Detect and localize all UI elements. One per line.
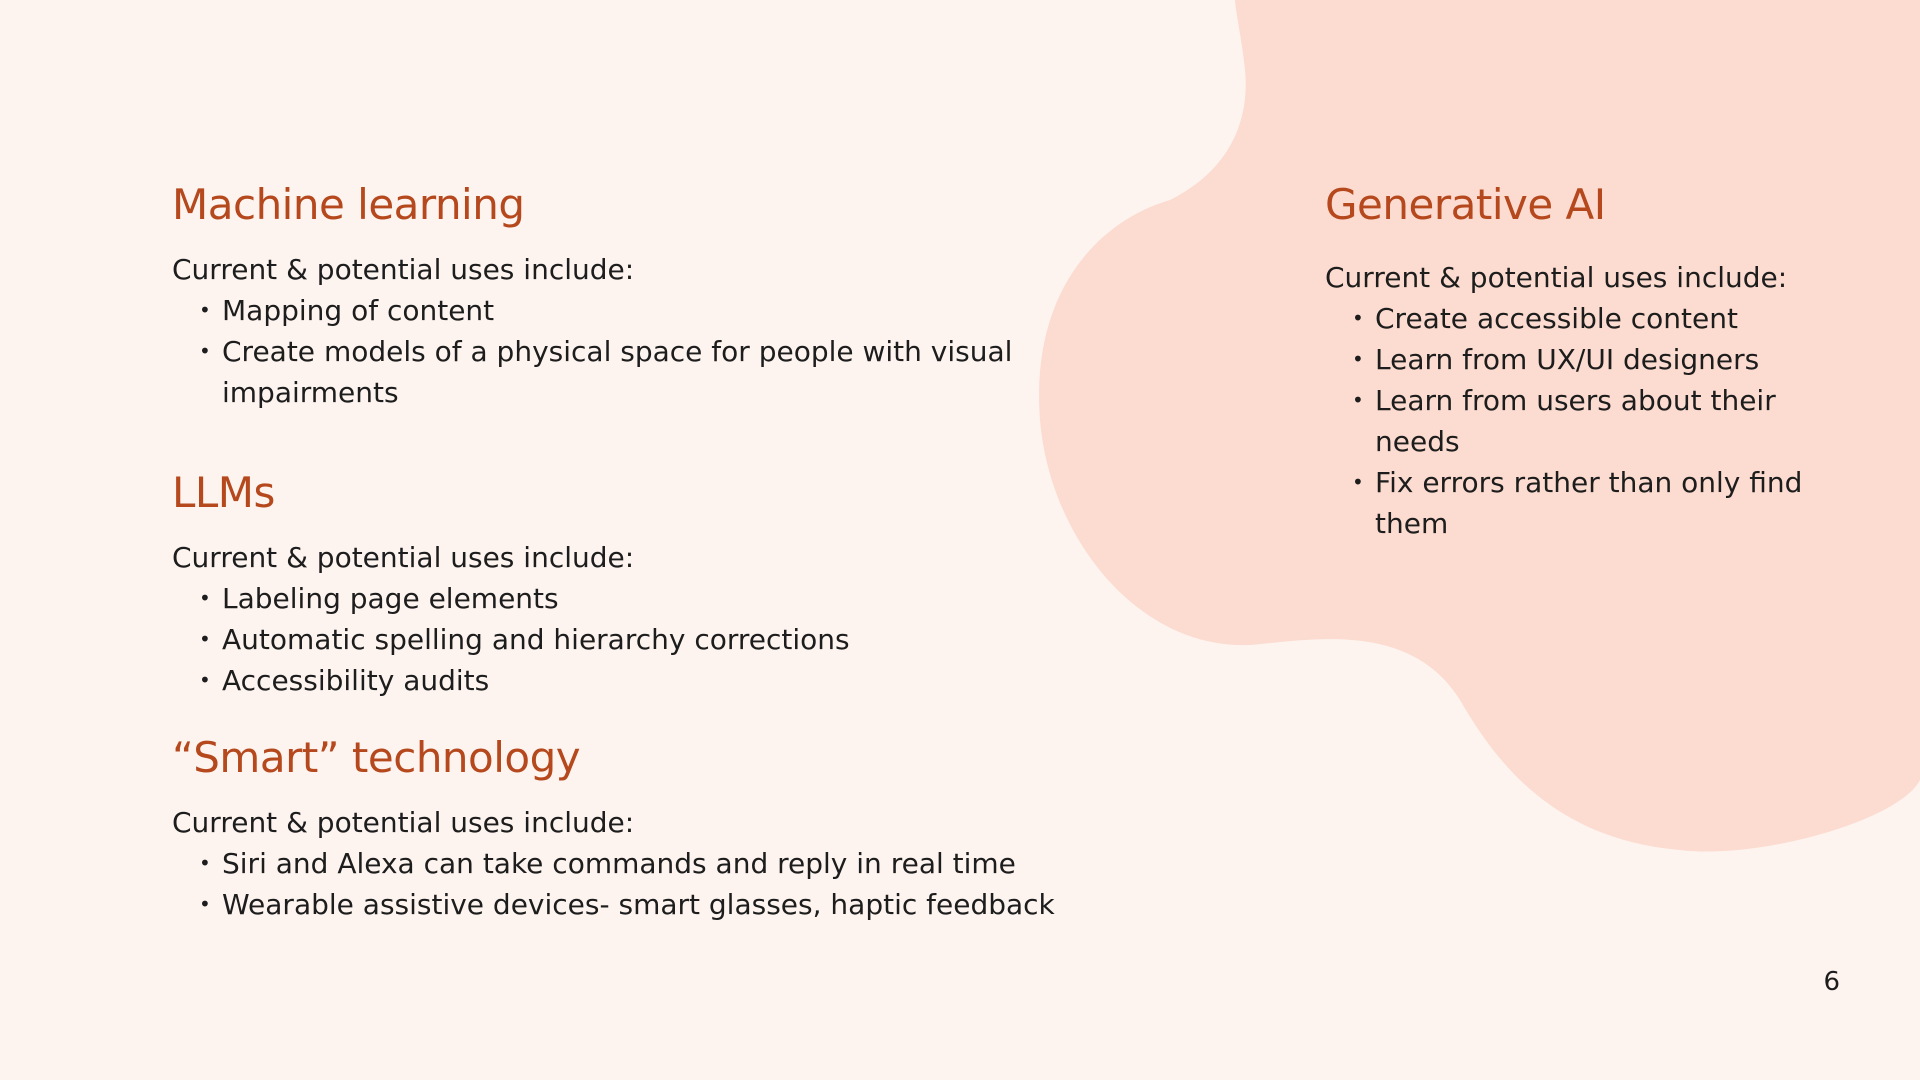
- section-title: Machine learning: [172, 180, 525, 229]
- section-title: LLMs: [172, 468, 275, 517]
- list-item: • Learn from users about their needs: [1325, 380, 1805, 462]
- list-item: • Fix errors rather than only find them: [1325, 462, 1805, 544]
- bullet-list: [172, 290, 1072, 413]
- section-intro: Current & potential uses include:: [172, 806, 635, 839]
- section-intro: Current & potential uses include:: [172, 541, 635, 574]
- list-item: • Wearable assistive devices- smart glasses, haptic feedback: [172, 884, 1072, 925]
- bullet-list: [172, 843, 1072, 925]
- bullet-list: [172, 578, 1072, 701]
- list-item: • Create models of a physical space for people with visual impairments: [172, 331, 1072, 413]
- bullet-list: [1325, 298, 1805, 544]
- section-smart-technology: [172, 730, 1072, 925]
- section-intro: Current & potential uses include:: [1325, 261, 1788, 294]
- list-item: • Create accessible content: [1325, 298, 1805, 339]
- list-item: • Siri and Alexa can take commands and reply in real time: [172, 843, 1072, 884]
- list-item: • Learn from UX/UI designers: [1325, 339, 1805, 380]
- section-title: Generative AI: [1325, 180, 1606, 229]
- list-item: • Mapping of content: [172, 290, 1072, 331]
- list-item: • Automatic spelling and hierarchy corrections: [172, 619, 1072, 660]
- section-generative-ai: [1325, 177, 1805, 544]
- section-machine-learning: [172, 177, 1072, 413]
- section-llms: [172, 465, 1072, 701]
- section-intro: Current & potential uses include:: [172, 253, 635, 286]
- page-number: 6: [1823, 967, 1840, 997]
- section-title: “Smart” technology: [172, 733, 581, 782]
- list-item: • Labeling page elements: [172, 578, 1072, 619]
- list-item: • Accessibility audits: [172, 660, 1072, 701]
